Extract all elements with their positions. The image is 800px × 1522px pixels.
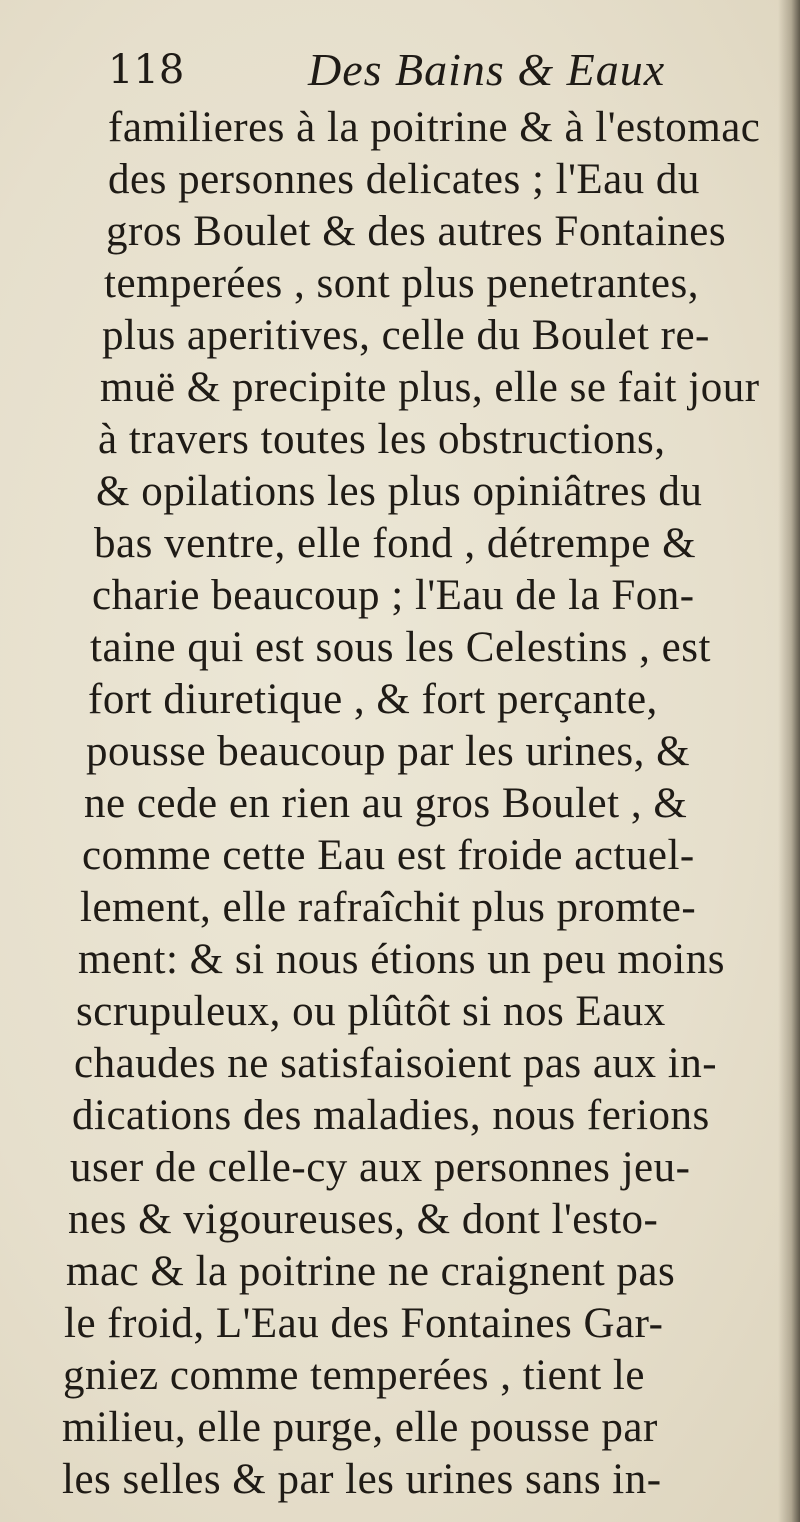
text-line: chaudes ne satisfaisoient pas aux in-: [74, 1040, 718, 1087]
page-header: [108, 42, 748, 102]
text-line: familieres à la poitrine & à l'estomac: [108, 104, 761, 151]
text-line: ne cede en rien au gros Boulet , &: [84, 780, 688, 827]
text-line: des personnes delicates ; l'Eau du: [108, 156, 700, 203]
text-line: & opilations les plus opiniâtres du: [96, 468, 703, 515]
text-line: gros Boulet & des autres Fontaines: [106, 208, 727, 255]
text-line: fort diuretique , & fort perçante,: [88, 676, 658, 723]
text-line: temperées , sont plus penetrantes,: [104, 260, 699, 307]
text-line: à travers toutes les obstructions,: [98, 416, 666, 463]
text-line: pousse beaucoup par les urines, &: [86, 728, 691, 775]
text-line: bas ventre, elle fond , détrempe &: [94, 520, 697, 567]
text-line: taine qui est sous les Celestins , est: [90, 624, 711, 671]
text-line: charie beaucoup ; l'Eau de la Fon-: [92, 572, 695, 619]
text-line: nes & vigoureuses, & dont l'esto-: [68, 1196, 659, 1243]
text-line: scrupuleux, ou plûtôt si nos Eaux: [76, 988, 666, 1035]
text-line: user de celle-cy aux personnes jeu-: [70, 1144, 691, 1191]
text-line: plus aperitives, celle du Boulet re-: [102, 312, 710, 359]
text-line: les selles & par les urines sans in-: [62, 1456, 662, 1503]
text-line: gniez comme temperées , tient le: [63, 1352, 645, 1399]
text-line: comme cette Eau est froide actuel-: [82, 832, 695, 879]
text-line: dications des maladies, nous ferions: [72, 1092, 710, 1139]
page-number: 118: [108, 47, 185, 93]
text-line: le froid, L'Eau des Fontaines Gar-: [64, 1300, 664, 1347]
body-text: [62, 100, 778, 1503]
text-line: ment: & si nous étions un peu moins: [78, 936, 725, 983]
text-line: mac & la poitrine ne craignent pas: [66, 1248, 676, 1295]
text-line: muë & precipite plus, elle se fait jour: [100, 364, 760, 411]
running-title: Des Bains & Eaux: [308, 44, 666, 95]
text-line: lement, elle rafraîchit plus promte-: [80, 884, 697, 931]
page-edge-shadow: [778, 0, 800, 1522]
text-line: milieu, elle purge, elle pousse par: [62, 1404, 658, 1451]
